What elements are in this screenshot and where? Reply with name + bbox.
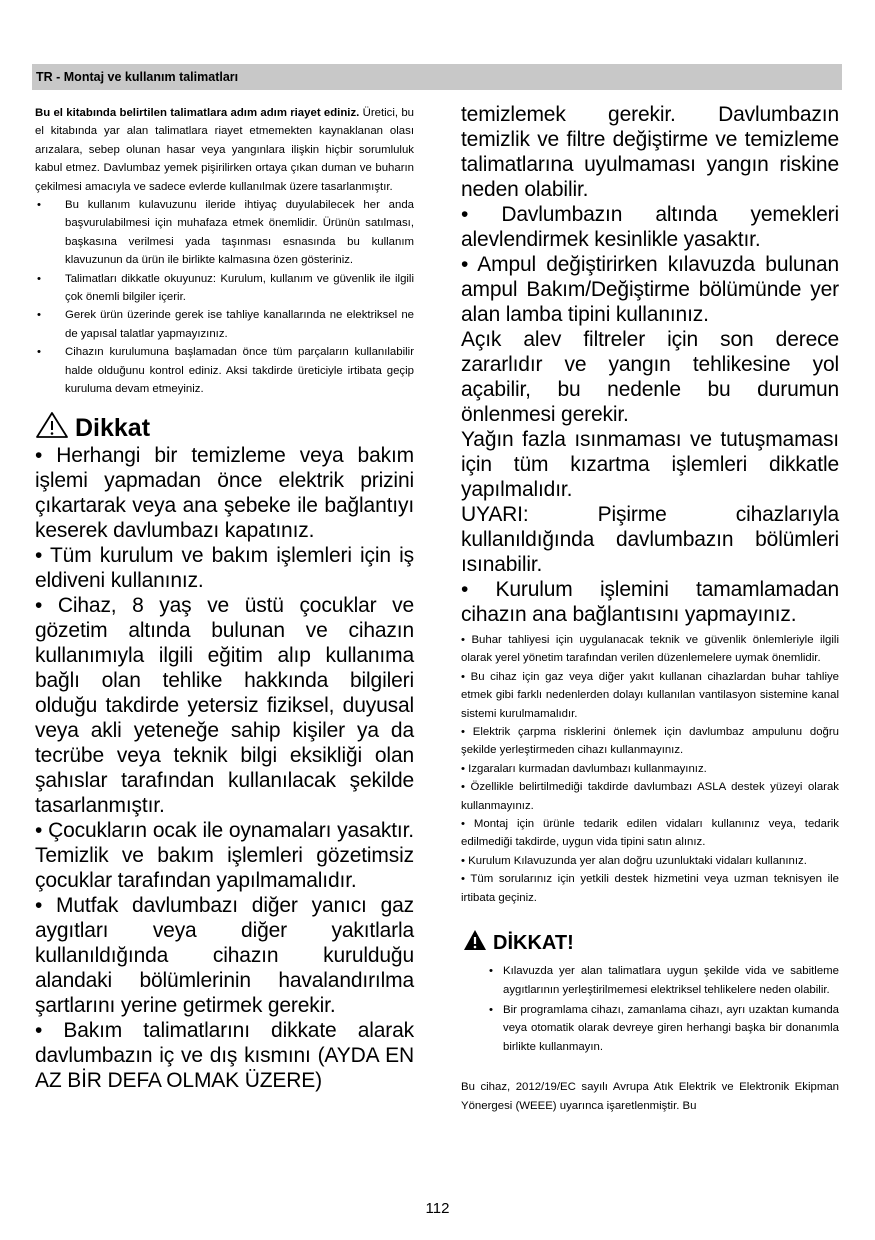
caution-paragraph: temizlemek gerekir. Davlumbazın temizlik ve filtre değiştirme ve temizleme talimatlarına uyulmaması yangın riskine neden olabilir. (461, 103, 839, 201)
safety-note: • Kurulum Kılavuzunda yer alan doğru uzunluktaki vidaları kullanınız. (461, 854, 807, 867)
caution-paragraph: Yağın fazla ısınmaması ve tutuşmaması için tüm kızartma işlemleri dikkatle yapılmalıdır. (461, 428, 839, 501)
intro-bold: Bu el kitabında belirtilen talimatlara adım adım riayet ediniz. (35, 107, 360, 119)
intro-paragraph (35, 104, 414, 196)
dikkat2-bullet-list (489, 962, 839, 1056)
safety-note: • Elektrik çarpma risklerini önlemek için davlumbaz ampulunu doğru şekilde yerleştirmeden cihazı kullanmayınız. (461, 726, 839, 757)
safety-note: • Bu cihaz için gaz veya diğer yakıt kullanan cihazlardan buhar tahliye etmek gibi farklı nedenlerden dolayı kullanılan vantilasyon sistemine kanal sistemi kurulmamalıdır. (461, 670, 839, 720)
warning-triangle-icon (35, 411, 69, 446)
caution-paragraph: • Herhangi bir temizleme veya bakım işlemi yapmadan önce elektrik prizini çıkartarak veya ana şebeke ile bağlantıyı keserek davlumbazı kapatınız. (35, 443, 414, 542)
caution-paragraph: • Mutfak davlumbazı diğer yanıcı gaz aygıtları veya diğer yakıtlarla kullanıldığında cihazın kurulduğu alandaki bölümlerinin havalandırılma şartlarını yerine getirmek gerekir. (35, 893, 414, 1017)
list-item: • Talimatları dikkatle okuyunuz: Kurulum, kullanım ve güvenlik ile ilgili çok önemli bilgiler içerir. (35, 270, 414, 307)
caution-paragraph: Açık alev filtreler için son derece zararlıdır ve yangın tehlikesine yol açabilir, bu nedenle bu durumun önlenmesi gerekir. (461, 328, 839, 426)
dikkat-title: Dikkat (75, 413, 151, 442)
caution-paragraph: • Bakım talimatlarını dikkate alarak davlumbazın iç ve dış kısmını (AYDA EN AZ BİR DEFA OLMAK ÜZERE) (35, 1018, 414, 1092)
safety-note: • Tüm sorularınız için yetkili destek hizmetini veya uzman teknisyen ile irtibata geçiniz. (461, 873, 839, 904)
caution-paragraph: UYARI: Pişirme cihazlarıyla kullanıldığında davlumbazın bölümleri ısınabilir. (461, 503, 839, 576)
caution-paragraph: • Ampul değiştirirken kılavuzda bulunan ampul Bakım/Değiştirme bölümünde yer alan lamba tipini kullanınız. (461, 253, 839, 326)
page-number: 112 (425, 1200, 450, 1217)
safety-notes (461, 631, 839, 907)
safety-note: • Izgaraları kurmadan davlumbazı kullanmayınız. (461, 762, 707, 775)
safety-note: • Buhar tahliyesi için uygulanacak teknik ve güvenlik önlemleriyle ilgili olarak yerel yönetim tarafından verilen düzenlemelere uymak önemlidir. (461, 634, 839, 665)
list-item: • Kılavuzda yer alan talimatlara uygun şekilde vida ve sabitleme aygıtlarının yerleştirilmemesi elektriksel tehlikelere neden olabilir. (489, 962, 839, 999)
warning-filled-icon (463, 929, 487, 958)
caution-paragraph: • Tüm kurulum ve bakım işlemleri için iş eldiveni kullanınız. (35, 543, 414, 592)
weee-paragraph: Bu cihaz, 2012/19/EC sayılı Avrupa Atık Elektrik ve Elektronik Ekipman Yönergesi (WEEE) uyarınca işaretlenmiştir. Bu (461, 1081, 839, 1112)
list-item: • Bu kullanım kulavuzunu ileride ihtiyaç duyulabilecek her anda başvurulabilmesi için muhafaza etmek önemlidir. Ürünün satılması, başkasına verilmesi yada taşınması esnasında bu kullanım klavuzunun da ürün ile birlikte kalmasına özen gösteriniz. (35, 196, 414, 270)
caution-paragraph: • Davlumbazın altında yemekleri alevlendirmek kesinlikle yasaktır. (461, 203, 839, 251)
right-column (461, 102, 839, 1115)
list-item: • Cihazın kurulumuna başlamadan önce tüm parçaların kullanılabilir halde olduğunu kontrol ediniz. Aksi takdirde üreticiyle irtibata geçip kuruluma devam etmeyiniz. (35, 343, 414, 398)
dikkat2-heading (463, 929, 839, 958)
left-column (35, 104, 414, 1093)
section-header: TR - Montaj ve kullanım talimatları (32, 64, 842, 90)
safety-note: • Özellikle belirtilmediği takdirde davlumbazı ASLA destek yüzeyi olarak kullanmayınız. (461, 781, 839, 812)
safety-note: • Montaj için ürünle tedarik edilen vidaları kullanınız veya, tedarik edilmediği takdirde, uygun vida tipini satın alınız. (461, 818, 839, 849)
intro-bullet-list (35, 196, 414, 398)
dikkat2-title: DİKKAT! (493, 932, 574, 955)
caution-paragraph: • Cihaz, 8 yaş ve üstü çocuklar ve gözetim altında bulunan ve cihazın kullanımıyla ilgili eğitim alıp kullanıma bağlı olan tehlike hakkında bilgileri olduğu takdirde yetersiz fiziksel, duyusal veya akli yeteneğe sahip kişiler ya da tecrübe veya teknik bilgi eksikliği olan şahıslar tarafından kullanılacak şekilde tasarlanmıştır. (35, 593, 414, 817)
list-item: • Bir programlama cihazı, zamanlama cihazı, ayrı uzaktan kumanda veya otomatik olarak devreye giren herhangi başka bir donanımla birlikte kullanmayın. (489, 1001, 839, 1056)
intro-text: Üretici, bu el kitabında yar alan talimatlara riayet etmemekten kaynaklanan olası arızalara, sebep olunan hasar veya yangınlara ilişkin hiçbir sorumluluk kabul etmez. Davlumbaz yemek pişirilirken ortaya çıkan duman ve buharın çekilmesi amacıyla ve sadece evlerde kullanılmak üzere tasarlanmıştır. (35, 107, 414, 193)
dikkat-heading (35, 411, 414, 441)
caution-paragraph: • Kurulum işlemini tamamlamadan cihazın ana bağlantısını yapmayınız. (461, 578, 839, 626)
list-item: • Gerek ürün üzerinde gerek ise tahliye kanallarında ne elektriksel ne de yapısal talatlar yapmayızınız. (35, 306, 414, 343)
caution-paragraph: • Çocukların ocak ile oynamaları yasaktır. Temizlik ve bakım işlemleri gözetimsiz çocuklar tarafından yapılmamalıdır. (35, 818, 414, 892)
